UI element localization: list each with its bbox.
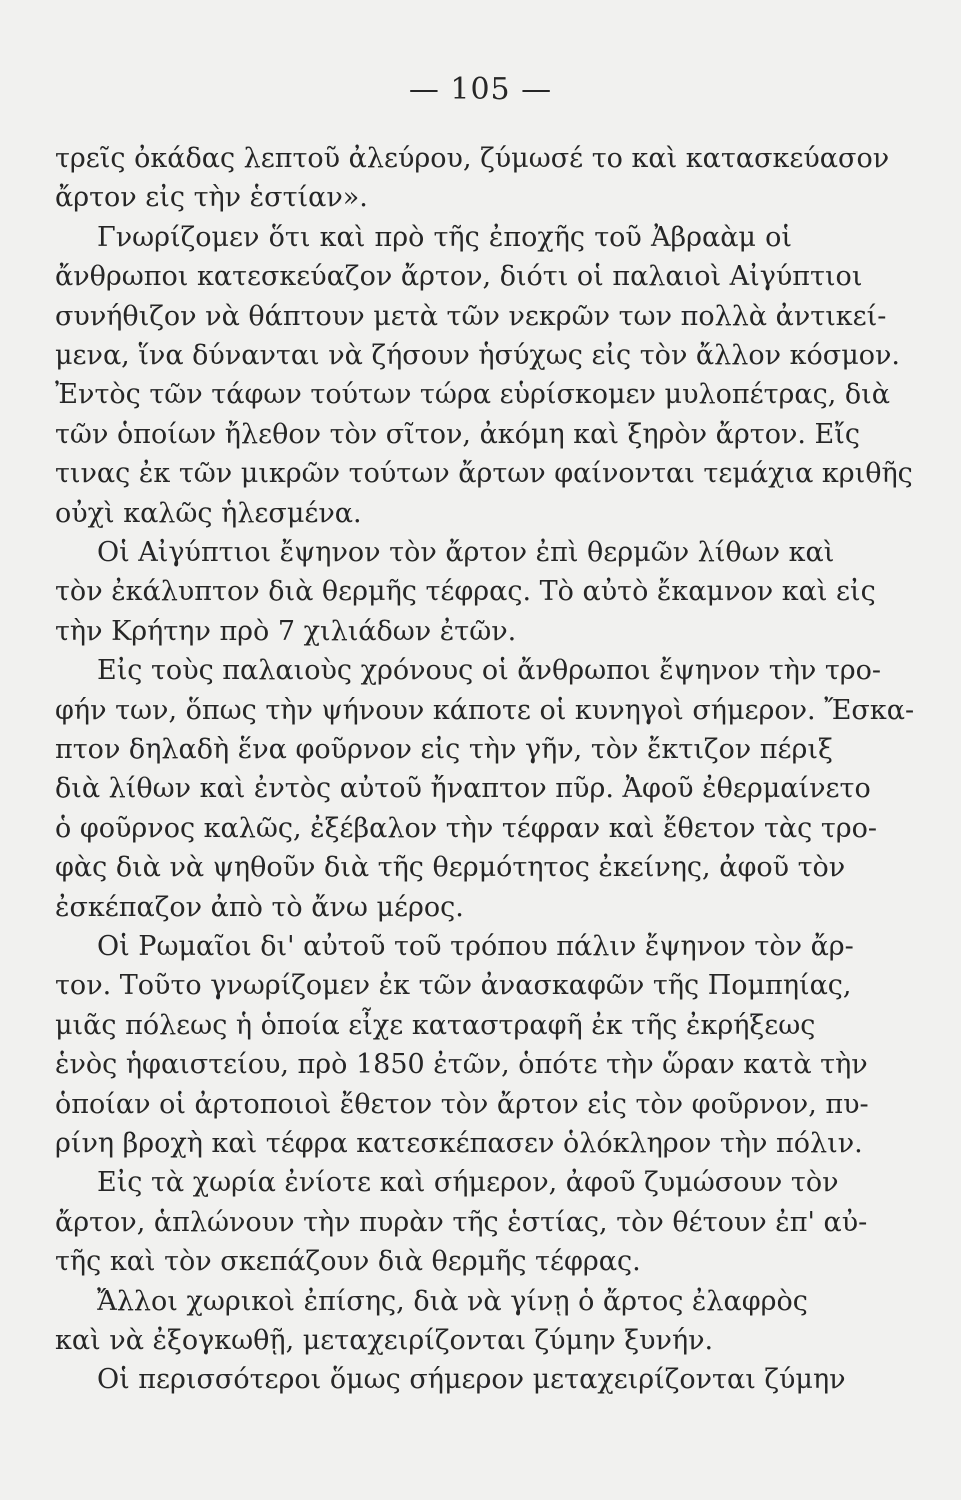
text-line: τῆς καὶ τὸν σκεπάζουν διὰ θερμῆς τέφρας. (55, 1246, 641, 1278)
text-line: ὁποίαν οἱ ἀρτοποιοὶ ἔθετον τὸν ἄρτον εἰς τὸν φοῦρνον, πυ- (55, 1088, 869, 1120)
text-line: ἑνὸς ἡφαιστείου, πρὸ 1850 ἐτῶν, ὁπότε τὴν ὥραν κατὰ τὴν (55, 1049, 868, 1081)
text-line: πτον δηλαδὴ ἕνα φοῦρνον εἰς τὴν γῆν, τὸν ἔκτιζον πέριξ (55, 734, 833, 765)
text-line: ἄρτον, ἁπλώνουν τὴν πυρὰν τῆς ἑστίας, τὸν θέτουν ἐπ' αὐ- (55, 1206, 868, 1238)
text-line: τρεῖς ὀκάδας λεπτοῦ ἀλεύρου, ζύμωσέ το καὶ κατασκεύασον (55, 143, 890, 174)
text-line: τὴν Κρήτην πρὸ 7 χιλιάδων ἐτῶν. (55, 615, 517, 647)
text-line: οὐχὶ καλῶς ἡλεσμένα. (55, 497, 362, 529)
text-line: φήν των, ὅπως τὴν ψήνουν κάποτε οἱ κυνηγοὶ σήμερον. Ἔσκα- (55, 694, 915, 726)
text-line: Εἰς τοὺς παλαιοὺς χρόνους οἱ ἄνθρωποι ἔψηνον τὴν τρο- (97, 655, 882, 687)
text-line: τῶν ὁποίων ἤλεθον τὸν σῖτον, ἀκόμη καὶ ξηρὸν ἄρτον. Εἴς (55, 418, 860, 450)
text-line: τον. Τοῦτο γνωρίζομεν ἐκ τῶν ἀνασκαφῶν τῆς Πομπηίας, (55, 970, 852, 1002)
text-line: Γνωρίζομεν ὅτι καὶ πρὸ τῆς ἐποχῆς τοῦ Ἀβραὰμ οἱ (97, 221, 792, 253)
text-line: Οἱ Ρωμαῖοι δι' αὐτοῦ τοῦ τρόπου πάλιν ἔψηνον τὸν ἄρ- (97, 931, 854, 962)
text-line: φὰς διὰ νὰ ψηθοῦν διὰ τῆς θερμότητος ἐκείνης, ἀφοῦ τὸν (55, 852, 846, 884)
text-line: τὸν ἐκάλυπτον διὰ θερμῆς τέφρας. Τὸ αὐτὸ ἔκαμνον καὶ εἰς (55, 576, 876, 608)
text-line: καὶ νὰ ἐξογκωθῇ, μεταχειρίζονται ζύμην ξυνήν. (55, 1325, 714, 1356)
text-line: ἐσκέπαζον ἀπὸ τὸ ἄνω μέρος. (55, 891, 464, 923)
text-line: Εἰς τὰ χωρία ἐνίοτε καὶ σήμερον, ἀφοῦ ζυμώσουν τὸν (97, 1167, 839, 1199)
text-line: συνήθιζον νὰ θάπτουν μετὰ τῶν νεκρῶν των πολλὰ ἀντικεί- (55, 300, 887, 332)
page-number: — 105 — (408, 72, 553, 107)
text-line: ρίνη βροχὴ καὶ τέφρα κατεσκέπασεν ὁλόκληρον τὴν πόλιν. (55, 1128, 863, 1159)
text-line: μενα, ἵνα δύνανται νὰ ζήσουν ἡσύχως εἰς τὸν ἄλλον κόσμον. (55, 340, 901, 371)
text-line: Οἱ περισσότεροι ὅμως σήμερον μεταχειρίζονται ζύμην (97, 1364, 846, 1396)
text-line: διὰ λίθων καὶ ἐντὸς αὐτοῦ ἤναπτον πῦρ. Ἀφοῦ ἐθερμαίνετο (55, 773, 871, 805)
text-line: μιᾶς πόλεως ἡ ὁποία εἶχε καταστραφῆ ἐκ τῆς ἐκρήξεως (55, 1009, 816, 1041)
text-line: ὁ φοῦρνος καλῶς, ἐξέβαλον τὴν τέφραν καὶ ἔθετον τὰς τρο- (55, 812, 878, 844)
text-line: Οἱ Αἰγύπτιοι ἔψηνον τὸν ἄρτον ἐπὶ θερμῶν λίθων καὶ (97, 537, 835, 568)
text-line: Ἐντὸς τῶν τάφων τούτων τώρα εὑρίσκομεν μυλοπέτρας, διὰ (55, 379, 890, 411)
text-line: Ἄλλοι χωρικοὶ ἐπίσης, διὰ νὰ γίνῃ ὁ ἄρτος ἐλαφρὸς (97, 1285, 808, 1317)
text-line: τινας ἐκ τῶν μικρῶν τούτων ἄρτων φαίνονται τεμάχια κριθῆς (55, 458, 913, 490)
text-line: ἄνθρωποι κατεσκεύαζον ἄρτον, διότι οἱ παλαιοὶ Αἰγύπτιοι (55, 261, 863, 293)
text-line: ἄρτον εἰς τὴν ἑστίαν». (55, 182, 368, 214)
